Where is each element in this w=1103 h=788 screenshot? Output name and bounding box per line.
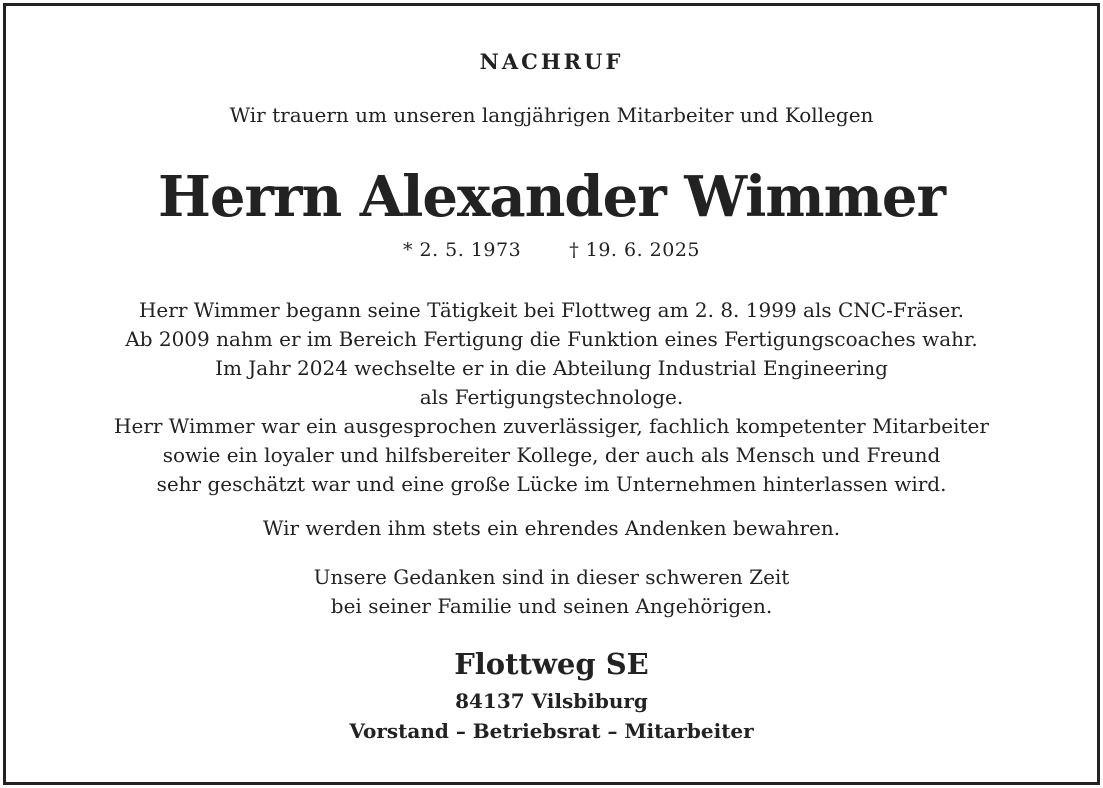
company-name: Flottweg SE (454, 647, 649, 681)
body-line: Herr Wimmer war ein ausgesprochen zuverlässiger, fachlich kompetenter Mitarbeiter (114, 414, 989, 438)
signers-line: Vorstand – Betriebsrat – Mitarbeiter (349, 719, 754, 743)
remembrance-line: Wir werden ihm stets ein ehrendes Andenken bewahren. (262, 516, 841, 540)
intro-text: Wir trauern um unseren langjährigen Mitarbeiter und Kollegen (229, 103, 874, 127)
body-line: sehr geschätzt war und eine große Lücke im Unternehmen hinterlassen wird. (156, 472, 947, 496)
body-line: Im Jahr 2024 wechselte er in die Abteilung Industrial Engineering (215, 356, 888, 380)
career-paragraph (6, 296, 1097, 499)
deceased-name: Herrn Alexander Wimmer (157, 164, 946, 230)
company-city: 84137 Vilsbiburg (455, 689, 648, 713)
condolence-paragraph (6, 563, 1097, 621)
body-line: Herr Wimmer begann seine Tätigkeit bei Flottweg am 2. 8. 1999 als CNC-Fräser. (138, 298, 965, 322)
body-line: sowie ein loyaler und hilfsbereiter Kollege, der auch als Mensch und Freund (162, 443, 941, 467)
body-line: als Fertigungstechnologe. (419, 385, 684, 409)
birth-date: * 2. 5. 1973 (402, 239, 522, 261)
notice-heading: NACHRUF (479, 49, 624, 74)
life-dates (6, 239, 1097, 261)
obituary-frame (3, 3, 1100, 785)
body-line: Ab 2009 nahm er im Bereich Fertigung die Funktion eines Fertigungscoaches wahr. (125, 327, 978, 351)
condolence-line: bei seiner Familie und seinen Angehörigen. (330, 594, 773, 618)
condolence-line: Unsere Gedanken sind in dieser schweren Zeit (313, 565, 790, 589)
death-date: † 19. 6. 2025 (569, 239, 701, 261)
